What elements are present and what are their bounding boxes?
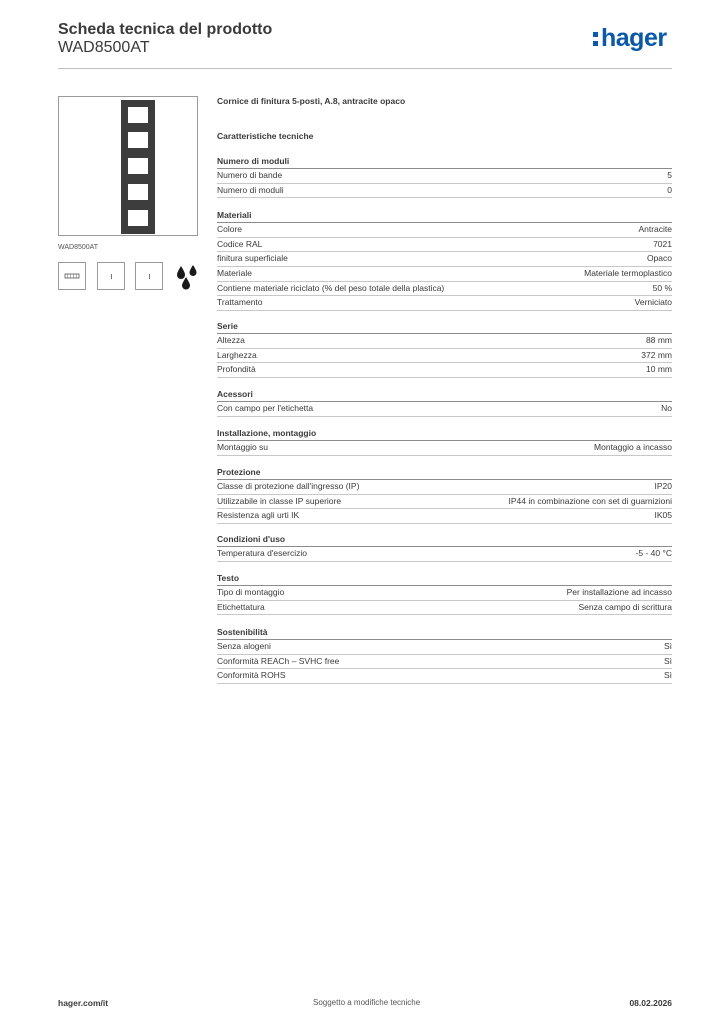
footer-notice: Soggetto a modifiche tecniche [313,998,421,1007]
spec-value: IK05 [654,510,672,521]
spec-section-title: Numero di moduli [217,155,672,169]
spec-label: Con campo per l'etichetta [217,403,314,413]
spec-value: Materiale termoplastico [584,268,672,279]
spec-label: Senza alogeni [217,641,271,651]
spec-value: Sì [663,670,672,681]
spec-value: 0 [667,184,672,195]
spec-section [217,533,672,562]
spec-section-title: Installazione, montaggio [217,427,672,441]
spec-label: Resistenza agli urti IK [217,510,300,521]
spec-section [217,572,672,615]
spec-label: Utilizzabile in classe IP superiore [217,495,342,506]
spec-section [217,388,672,417]
spec-value: -5 - 40 °C [635,548,672,558]
product-code-title: WAD8500AT [58,39,150,56]
spec-row [217,601,672,616]
spec-row [217,252,672,267]
product-description: Cornice di finitura 5-posti, A.8, antracite opaco [217,96,406,106]
spec-value: 88 mm [646,335,672,345]
spec-label: Conformità REACh – SVHC free [217,655,340,666]
spec-value: IP44 in combinazione con set di guarnizioni [508,495,672,506]
spec-section-title: Sostenibilità [217,626,672,640]
spec-row [217,655,672,670]
spec-label: Materiale [217,268,252,279]
spec-value: 10 mm [646,364,672,375]
spec-row [217,223,672,238]
spec-label: Trattamento [217,297,263,308]
spec-section [217,320,672,378]
footer-date: 08.02.2026 [629,998,672,1008]
dimension-strip-icon [58,262,86,290]
spec-row [217,547,672,562]
logo-text: hager [601,24,667,52]
spec-row [217,509,672,524]
spec-label: Larghezza [217,349,257,360]
spec-row [217,334,672,349]
image-caption: WAD8500AT [58,244,99,251]
spec-value: 7021 [653,238,672,249]
spec-section [217,209,672,311]
spec-value: 372 mm [641,349,672,360]
spec-section-title: Materiali [217,209,672,223]
spec-row [217,184,672,199]
spec-row [217,349,672,364]
five-gang-frame-icon [121,100,155,234]
spec-label: Numero di moduli [217,184,284,195]
spec-label: Colore [217,224,243,234]
logo-colon-icon [593,29,600,47]
spec-label: Montaggio su [217,442,269,452]
spec-value: Per installazione ad incasso [566,587,672,597]
spec-row [217,363,672,378]
spec-row [217,238,672,253]
spec-value: 50 % [652,282,672,293]
spec-value: Senza campo di scrittura [578,601,672,612]
spec-section-title: Acessori [217,388,672,402]
spec-section-title: Protezione [217,466,672,480]
product-image [58,96,198,236]
spec-section-title: Testo [217,572,672,586]
single-module-icon [135,262,163,290]
spec-row [217,586,672,601]
spec-section-title: Serie [217,320,672,334]
page-title: Scheda tecnica del prodotto [58,21,273,38]
spec-value: Montaggio a incasso [594,442,672,452]
spec-value: IP20 [654,481,672,491]
spec-label: Etichettatura [217,601,265,612]
spec-section [217,427,672,456]
spec-label: Codice RAL [217,238,263,249]
hager-logo [593,26,667,51]
spec-section [217,155,672,198]
spec-label: Contiene materiale riciclato (% del peso totale della plastica) [217,282,445,293]
spec-section [217,466,672,524]
spec-value: Opaco [646,253,672,264]
spec-label: Conformità ROHS [217,670,286,681]
spec-row [217,267,672,282]
spec-label: Altezza [217,335,245,345]
spec-row [217,441,672,456]
spec-row [217,296,672,311]
spec-row [217,480,672,495]
spec-label: Tipo di montaggio [217,587,285,597]
spec-row [217,169,672,184]
spec-row [217,640,672,655]
spec-label: finitura superficiale [217,253,288,264]
spec-row [217,282,672,297]
footer-website: hager.com/it [58,998,109,1008]
spec-label: Classe di protezione dall'ingresso (IP) [217,481,360,491]
technical-characteristics-title: Caratteristiche tecniche [217,131,314,141]
spec-value: Verniciato [634,297,672,308]
spec-value: Antracite [638,224,672,234]
spec-section-title: Condizioni d'uso [217,533,672,547]
spec-label: Temperatura d'esercizio [217,548,307,558]
spec-row [217,669,672,684]
water-drops-icon [174,264,200,290]
spec-row [217,402,672,417]
spec-label: Profondità [217,364,256,375]
spec-value: Sì [663,641,672,651]
spec-label: Numero di bande [217,170,283,180]
spec-value: 5 [667,170,672,180]
spec-row [217,495,672,510]
header-divider [58,68,672,69]
spec-value: No [661,403,672,413]
spec-value: Sì [663,655,672,666]
single-module-icon [97,262,125,290]
spec-section [217,626,672,684]
